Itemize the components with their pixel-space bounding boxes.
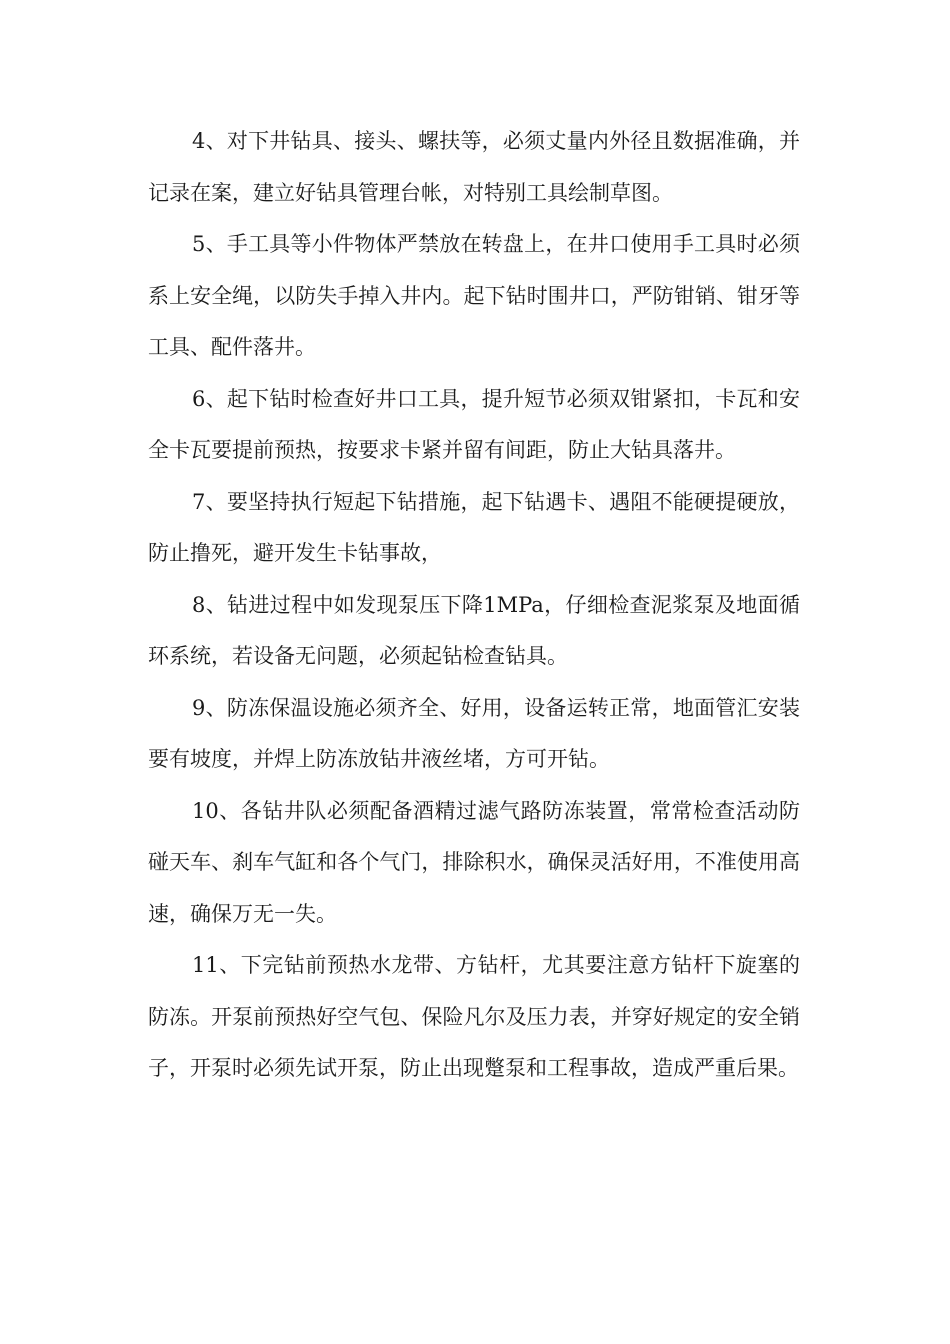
document-body (148, 116, 800, 1095)
paragraph-item-11: 11、下完钻前预热水龙带、方钻杆，尤其要注意方钻杆下旋塞的防冻。开泵前预热好空气包、保险凡尔及压力表，并穿好规定的安全销子，开泵时必须先试开泵，防止出现蹩泵和工程事故，造成严重后果。 (148, 953, 800, 1080)
paragraph-item-8: 8、钻进过程中如发现泵压下降1MPa，仔细检查泥浆泵及地面循环系统，若设备无问题，必须起钻检查钻具。 (148, 592, 800, 668)
paragraph-item-9: 9、防冻保温设施必须齐全、好用，设备运转正常，地面管汇安装要有坡度，并焊上防冻放钻井液丝堵，方可开钻。 (148, 695, 800, 771)
paragraph-item-6: 6、起下钻时检查好井口工具，提升短节必须双钳紧扣，卡瓦和安全卡瓦要提前预热，按要求卡紧并留有间距，防止大钻具落井。 (148, 386, 800, 462)
paragraph-item-4: 4、对下井钻具、接头、螺扶等，必须丈量内外径且数据准确，并记录在案，建立好钻具管理台帐，对特别工具绘制草图。 (148, 129, 800, 205)
paragraph-item-7: 7、要坚持执行短起下钻措施，起下钻遇卡、遇阻不能硬提硬放，防止撸死，避开发生卡钻事故， (148, 489, 800, 565)
paragraph-item-5: 5、手工具等小件物体严禁放在转盘上，在井口使用手工具时必须系上安全绳，以防失手掉入井内。起下钻时围井口，严防钳销、钳牙等工具、配件落井。 (148, 232, 800, 359)
paragraph-item-10: 10、各钻井队必须配备酒精过滤气路防冻装置，常常检查活动防碰天车、刹车气缸和各个气门，排除积水，确保灵活好用，不准使用高速，确保万无一失。 (148, 798, 800, 926)
